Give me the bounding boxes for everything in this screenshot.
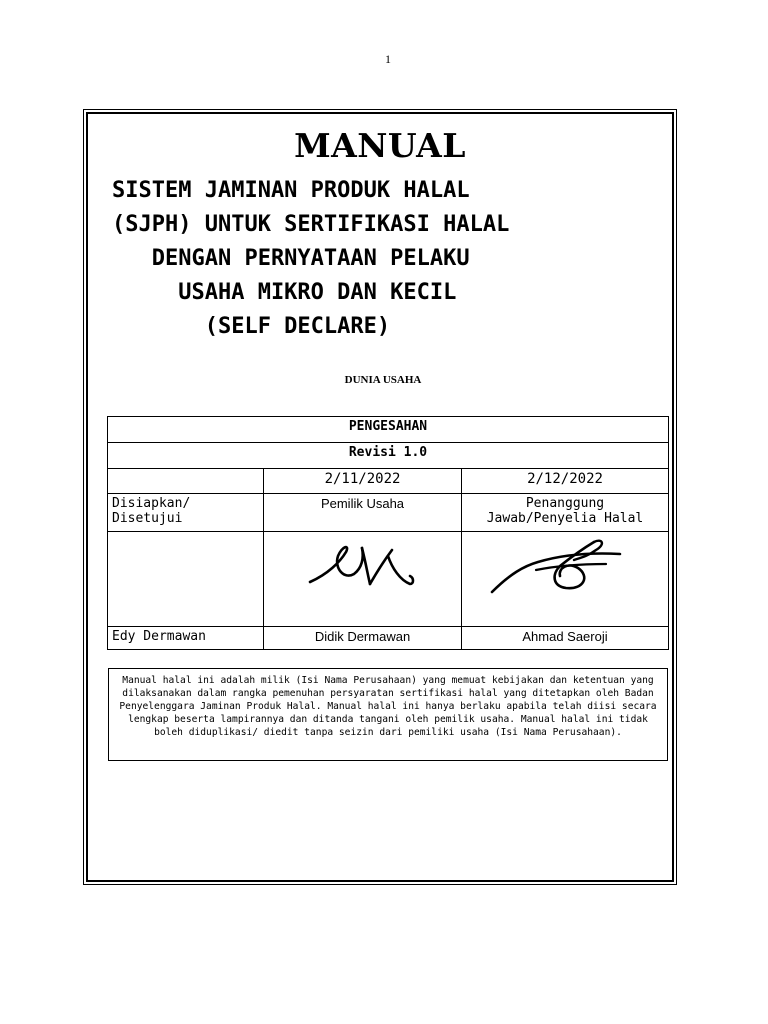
subtitle-line: (SELF DECLARE) <box>112 314 391 339</box>
role-cell: Penanggung Jawab/Penyelia Halal <box>462 494 669 532</box>
approval-heading: PENGESAHAN <box>108 417 669 443</box>
name-cell: Didik Dermawan <box>264 627 462 650</box>
date-cell <box>108 469 264 494</box>
name-cell: Edy Dermawan <box>108 627 264 650</box>
signature-cell-empty <box>108 532 264 627</box>
revision-label: Revisi 1.0 <box>108 443 669 469</box>
document-subtitle <box>112 174 652 344</box>
date-cell: 2/12/2022 <box>462 469 669 494</box>
name-cell: Ahmad Saeroji <box>462 627 669 650</box>
signature-owner-image <box>288 534 438 594</box>
subtitle-line: SISTEM JAMINAN PRODUK HALAL <box>112 178 470 203</box>
signature-supervisor-image <box>480 534 650 600</box>
ownership-notice: Manual halal ini adalah milik (Isi Nama Perusahaan) yang memuat kebijakan dan ketentuan yang dilaksanakan dalam rangka pemenuhan persyaratan sertifikasi halal yang ditetapkan oleh Badan Penyelenggara Jaminan Produk Halal. Manual halal ini hanya berlaku apabila telah diisi secara lengkap beserta lampirannya dan ditanda tangani oleh pemilik usaha. Manual halal ini tidak boleh diduplikasi/ diedit tanpa seizin dari pemiliki usaha (Isi Nama Perusahaan). <box>108 668 668 761</box>
signature-supervisor <box>462 532 669 627</box>
organization-label: DUNIA USAHA <box>344 374 422 386</box>
approval-table <box>107 416 669 650</box>
role-cell: Pemilik Usaha <box>264 494 462 532</box>
signature-owner <box>264 532 462 627</box>
subtitle-line: (SJPH) UNTUK SERTIFIKASI HALAL <box>112 212 510 237</box>
subtitle-line: USAHA MIKRO DAN KECIL <box>112 280 457 305</box>
role-cell: Disiapkan/ Disetujui <box>108 494 264 532</box>
document-title: MANUAL <box>294 126 466 165</box>
subtitle-line: DENGAN PERNYATAAN PELAKU <box>112 246 470 271</box>
page-number: 1 <box>385 52 391 66</box>
date-cell: 2/11/2022 <box>264 469 462 494</box>
